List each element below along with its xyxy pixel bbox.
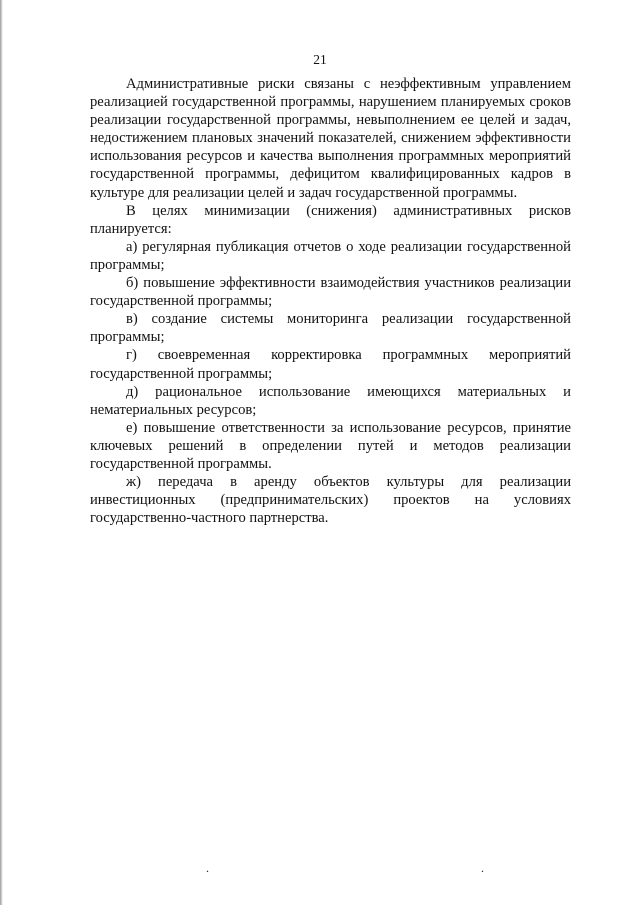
list-item-g: г) своевременная корректировка программных мероприятий государственной программы; (90, 347, 571, 382)
footer-mark-right: . (481, 861, 484, 875)
list-item-b: б) повышение эффективности взаимодействия участников реализации государственной программы; (90, 275, 571, 310)
scan-edge-shadow (0, 0, 3, 905)
list-item-a: а) регулярная публикация отчетов о ходе реализации государственной программы; (90, 238, 571, 273)
page-number: 21 (313, 52, 327, 67)
paragraph-administrative-risks: Административные риски связаны с неэффективным управлением реализацией государственной программы, нарушением планируемых сроков реализации государственной программы, невыполнением ее целей и задач, недостижением плановых значений показателей, снижением эффективности использования ресурсов и качества выполнения программных мероприятий государственной программы, дефицитом квалифицированных кадров в культуре для реализации целей и задач государственной программы. (90, 76, 571, 201)
paragraph-risk-minimization-intro: В целях минимизации (снижения) административных рисков планируется: (90, 202, 571, 237)
list-item-v: в) создание системы мониторинга реализации государственной программы; (90, 311, 571, 346)
list-item-e: е) повышение ответственности за использование ресурсов, принятие ключевых решений в определении путей и методов реализации государственной программы. (90, 419, 571, 472)
list-item-d: д) рациональное использование имеющихся материальных и нематериальных ресурсов; (90, 383, 571, 418)
document-body (90, 75, 571, 527)
list-item-zh: ж) передача в аренду объектов культуры для реализации инвестиционных (предпринимательских) проектов на условиях государственно-частного партнерства. (90, 474, 571, 527)
footer-mark-left: . (206, 861, 209, 875)
